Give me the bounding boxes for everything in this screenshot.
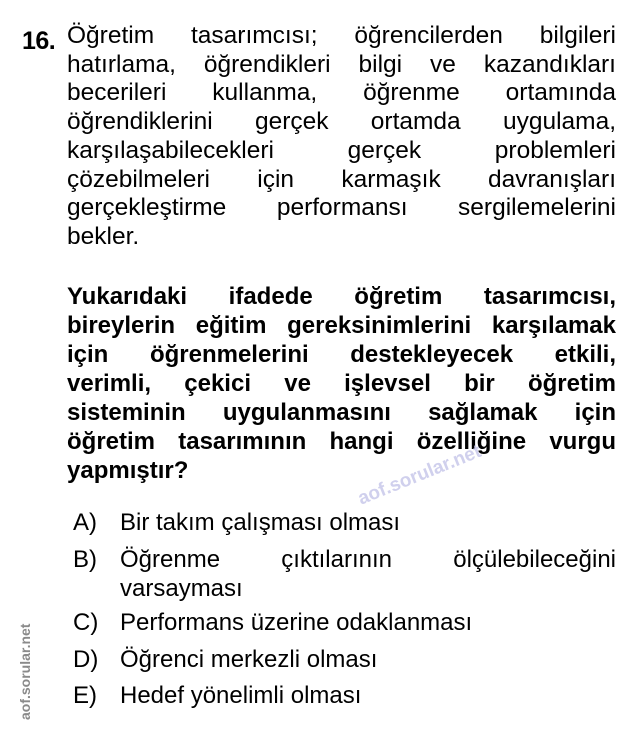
question-stem: [67, 22, 616, 252]
prompt-line: bireylerin eğitim gereksinimlerini karşılamak: [67, 312, 616, 339]
option-label: B): [73, 546, 97, 573]
prompt-line: için öğrenmelerini destekleyecek etkili,: [67, 341, 616, 368]
stem-line: öğrendiklerini gerçek ortamda uygulama,: [67, 108, 616, 136]
option-text: Performans üzerine odaklanması: [120, 609, 473, 636]
question-prompt: [67, 282, 616, 485]
stem-line: hatırlama, öğrendikleri bilgi ve kazandıkları: [67, 50, 616, 78]
prompt-line: Yukarıdaki ifadede öğretim tasarımcısı,: [67, 283, 616, 310]
watermark-diagonal: aof.sorular.net: [355, 440, 485, 510]
option-a[interactable]: [73, 508, 616, 538]
option-text: varsayması: [120, 575, 243, 602]
stem-line: karşılaşabilecekleri gerçek problemleri: [67, 136, 616, 164]
option-c[interactable]: [73, 608, 616, 638]
option-label: E): [73, 682, 97, 709]
option-text: Bir takım çalışması olması: [120, 509, 401, 536]
option-label: A): [73, 509, 97, 536]
question-number: 16.: [22, 27, 56, 55]
stem-line: bekler.: [67, 222, 140, 250]
prompt-line: yapmıştır?: [67, 457, 189, 484]
stem-line: becerileri kullanma, öğrenme ortamında: [67, 79, 616, 107]
option-b[interactable]: [73, 545, 616, 603]
option-label: D): [73, 646, 99, 673]
stem-line: çözebilmeleri için karmaşık davranışları: [67, 165, 616, 193]
prompt-line: öğretim tasarımının hangi özelliğine vurgu: [67, 428, 616, 455]
option-text: Hedef yönelimli olması: [120, 682, 362, 709]
prompt-line: verimli, çekici ve işlevsel bir öğretim: [67, 370, 616, 397]
option-e[interactable]: [73, 681, 616, 711]
option-text: Öğrenme çıktılarının ölçülebileceğini: [120, 546, 616, 573]
stem-line: Öğretim tasarımcısı; öğrencilerden bilgileri: [67, 22, 616, 49]
option-label: C): [73, 609, 99, 636]
prompt-line: sisteminin uygulanmasını sağlamak için: [67, 399, 616, 426]
option-text: Öğrenci merkezli olması: [120, 646, 378, 673]
stem-line: gerçekleştirme performansı sergilemelerini: [67, 194, 616, 222]
option-d[interactable]: [73, 645, 616, 675]
watermark-side: aof.sorular.net: [17, 623, 33, 720]
